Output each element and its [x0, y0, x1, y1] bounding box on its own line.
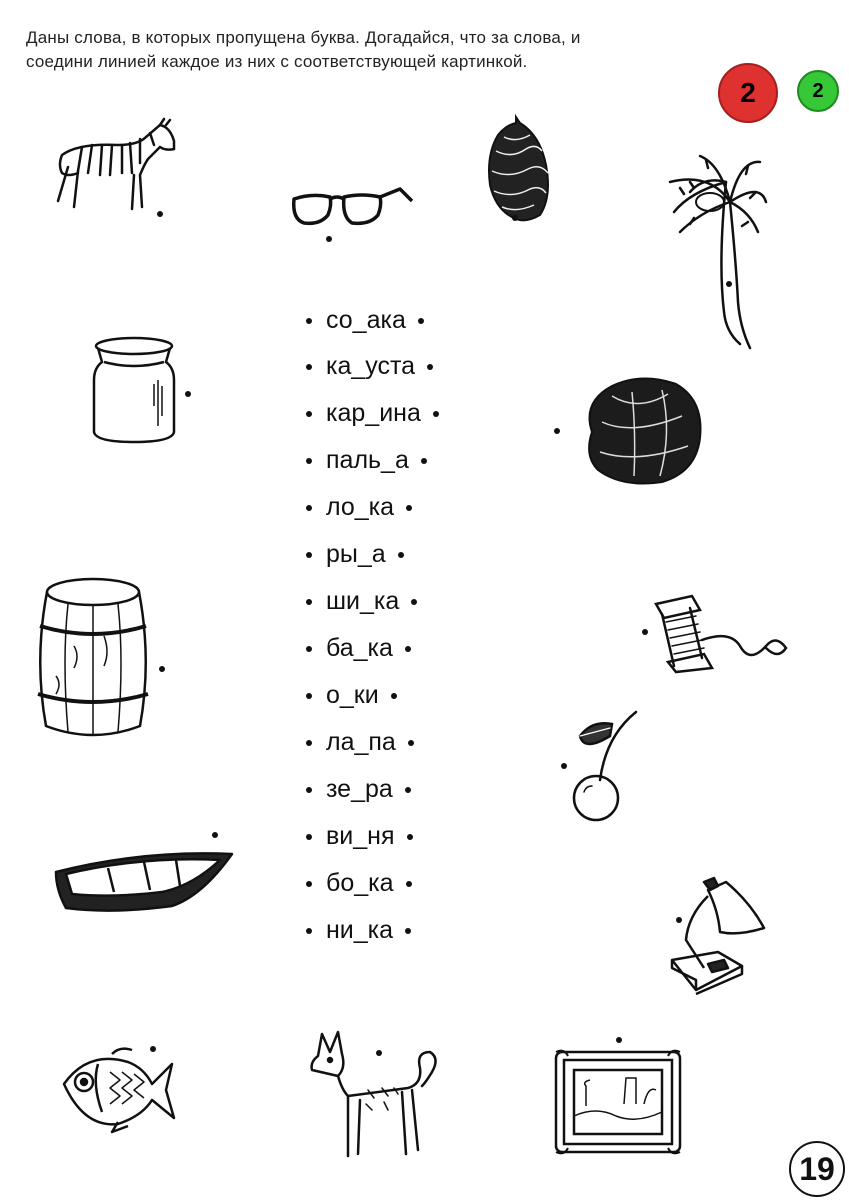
green-count-badge: 2: [797, 70, 839, 112]
desk-lamp-connector-dot[interactable]: [676, 917, 682, 923]
word-text: ло_ка: [326, 493, 395, 521]
word-text: о_ки: [326, 681, 379, 709]
palm-tree-connector-dot[interactable]: [726, 281, 732, 287]
cherry-icon: [566, 706, 646, 824]
word-text: ни_ка: [326, 916, 394, 944]
framed-picture-connector-dot[interactable]: [616, 1037, 622, 1043]
pine-cone-connector-dot[interactable]: [512, 215, 518, 221]
left-connector-dot[interactable]: [306, 411, 312, 417]
right-connector-dot[interactable]: [411, 599, 417, 605]
zebra-icon: [48, 115, 180, 215]
word-item[interactable]: [300, 910, 411, 950]
word-item[interactable]: [300, 487, 412, 527]
zebra-connector-dot[interactable]: [157, 211, 163, 217]
jar-connector-dot[interactable]: [185, 391, 191, 397]
left-connector-dot[interactable]: [306, 787, 312, 793]
dog-icon: [308, 1024, 442, 1160]
barrel-icon: [34, 576, 152, 742]
left-connector-dot[interactable]: [306, 599, 312, 605]
barrel-connector-dot[interactable]: [159, 666, 165, 672]
right-connector-dot[interactable]: [391, 693, 397, 699]
instruction-line-1: Даны слова, в которых пропущена буква. Догадайся, что за слова, и: [26, 28, 581, 47]
word-item[interactable]: [300, 346, 433, 386]
framed-picture-icon: [552, 1046, 684, 1158]
desk-lamp-icon: [668, 876, 768, 994]
word-item[interactable]: [300, 581, 417, 621]
word-item[interactable]: [300, 393, 439, 433]
left-connector-dot[interactable]: [306, 364, 312, 370]
boat-icon: [52, 846, 236, 918]
boat-connector-dot[interactable]: [212, 832, 218, 838]
fish-connector-dot[interactable]: [150, 1046, 156, 1052]
word-text: ры_а: [326, 540, 386, 568]
word-text: паль_а: [326, 446, 409, 474]
word-item[interactable]: [300, 675, 397, 715]
instruction-text: [26, 26, 796, 74]
right-connector-dot[interactable]: [408, 740, 414, 746]
word-text: ла_па: [326, 728, 396, 756]
right-connector-dot[interactable]: [407, 834, 413, 840]
thread-spool-icon: [640, 590, 790, 672]
word-item[interactable]: [300, 863, 412, 903]
page-number: 19: [789, 1141, 845, 1197]
right-connector-dot[interactable]: [398, 552, 404, 558]
pine-cone-icon: [482, 115, 556, 223]
right-connector-dot[interactable]: [405, 928, 411, 934]
left-connector-dot[interactable]: [306, 646, 312, 652]
word-item[interactable]: [300, 816, 413, 856]
right-connector-dot[interactable]: [406, 505, 412, 511]
left-connector-dot[interactable]: [306, 740, 312, 746]
right-connector-dot[interactable]: [406, 881, 412, 887]
left-connector-dot[interactable]: [306, 552, 312, 558]
left-connector-dot[interactable]: [306, 834, 312, 840]
word-item[interactable]: [300, 534, 404, 574]
word-text: ши_ка: [326, 587, 400, 615]
right-connector-dot[interactable]: [405, 646, 411, 652]
fish-icon: [58, 1044, 176, 1134]
right-connector-dot[interactable]: [405, 787, 411, 793]
word-item[interactable]: [300, 722, 414, 762]
glasses-icon: [290, 185, 416, 231]
cabbage-icon: [572, 372, 708, 488]
left-connector-dot[interactable]: [306, 458, 312, 464]
word-item[interactable]: [300, 440, 427, 480]
word-text: кар_ина: [326, 399, 421, 427]
left-connector-dot[interactable]: [306, 318, 312, 324]
jar-icon: [88, 336, 180, 446]
right-connector-dot[interactable]: [427, 364, 433, 370]
dog-connector-dot[interactable]: [376, 1050, 382, 1056]
word-item[interactable]: [300, 628, 411, 668]
thread-spool-connector-dot[interactable]: [642, 629, 648, 635]
cherry-connector-dot[interactable]: [561, 763, 567, 769]
palm-tree-icon: [660, 152, 770, 352]
left-connector-dot[interactable]: [306, 881, 312, 887]
word-text: бо_ка: [326, 869, 394, 897]
left-connector-dot[interactable]: [306, 928, 312, 934]
cabbage-connector-dot[interactable]: [554, 428, 560, 434]
left-connector-dot[interactable]: [306, 505, 312, 511]
word-text: со_ака: [326, 306, 406, 334]
right-connector-dot[interactable]: [433, 411, 439, 417]
right-connector-dot[interactable]: [421, 458, 427, 464]
right-connector-dot[interactable]: [418, 318, 424, 324]
word-text: ви_ня: [326, 822, 395, 850]
red-count-badge: 2: [718, 63, 778, 123]
glasses-connector-dot[interactable]: [326, 236, 332, 242]
word-text: ба_ка: [326, 634, 393, 662]
left-connector-dot[interactable]: [306, 693, 312, 699]
instruction-line-2: соедини линией каждое из них с соответствующей картинкой.: [26, 52, 528, 71]
word-item[interactable]: [300, 300, 424, 340]
word-text: зе_ра: [326, 775, 393, 803]
word-item[interactable]: [300, 769, 411, 809]
word-text: ка_уста: [326, 352, 416, 380]
